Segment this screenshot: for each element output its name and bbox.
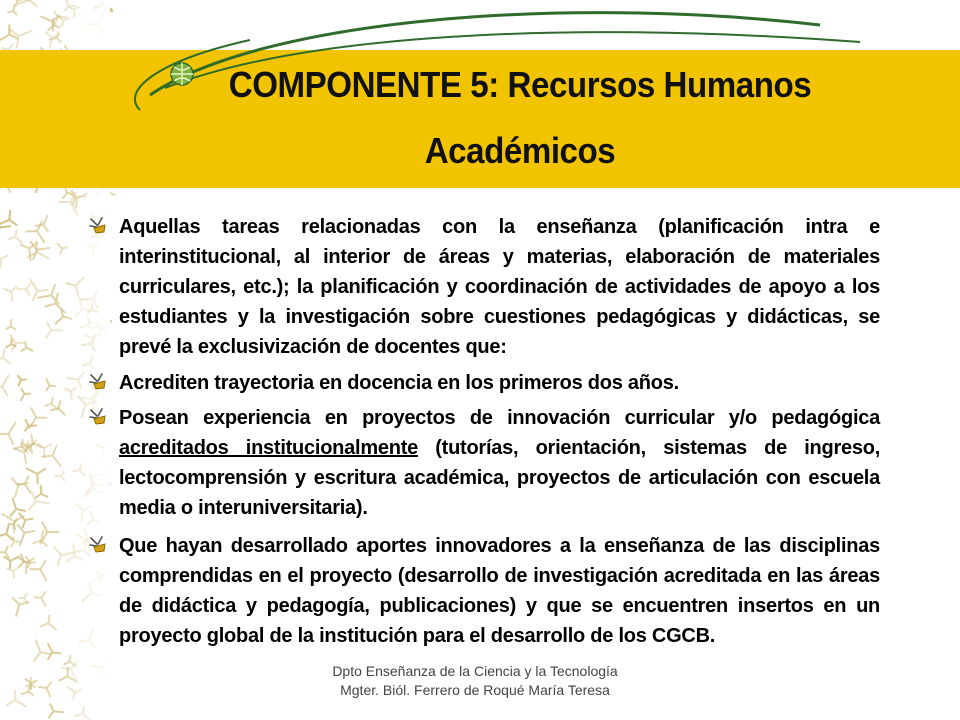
bullet-item — [88, 212, 880, 362]
slide-title — [143, 52, 897, 184]
bullet-icon — [88, 373, 108, 391]
bullet-item — [88, 403, 880, 523]
bullet-icon — [88, 408, 108, 426]
bullet-text-part: (tutorías, orientación, sistemas de ingreso, lectocomprensión y escritura académica, proyectos de articulación con escuela media o interuniversitaria). — [119, 437, 881, 519]
bullet-text-part: Posean experiencia en proyectos de innovación curricular y/o pedagógica — [119, 407, 880, 429]
bullet-item — [88, 368, 880, 398]
bullet-icon — [88, 536, 108, 554]
title-line-2: Académicos — [424, 130, 616, 171]
footer-credit: Dpto Enseñanza de la Ciencia y la Tecnología Mgter. Biól. Ferrero de Roqué María Teresa — [332, 663, 618, 698]
bullet-text — [119, 403, 880, 523]
bullet-text: Acrediten trayectoria en docencia en los primeros dos años. — [119, 372, 679, 394]
bullet-text: Que hayan desarrollado aportes innovadores a la enseñanza de las disciplinas comprendidas en el proyecto (desarrollo de investigación acreditada en las áreas de didáctica y pedagogía, publicaciones) y que se encuentren insertos en un proyecto global de la institución para el desarrollo de los CGCB. — [119, 535, 880, 647]
bullet-icon — [88, 217, 108, 235]
bullet-item — [88, 531, 880, 651]
title-line-1: COMPONENTE 5: Recursos Humanos — [228, 64, 812, 105]
bullet-text: Aquellas tareas relacionadas con la enseñanza (planificación intra e interinstitucional, al interior de áreas y materias, elaboración de materiales curriculares, etc.); la planificación y coordinación de actividades de apoyo a los estudiantes y la investigación sobre cuestiones pedagógicas y didácticas, se prevé la exclusivización de docentes que: — [119, 216, 880, 358]
underlined-phrase: acreditados institucionalmente — [119, 437, 418, 459]
bullet-list — [88, 212, 880, 651]
